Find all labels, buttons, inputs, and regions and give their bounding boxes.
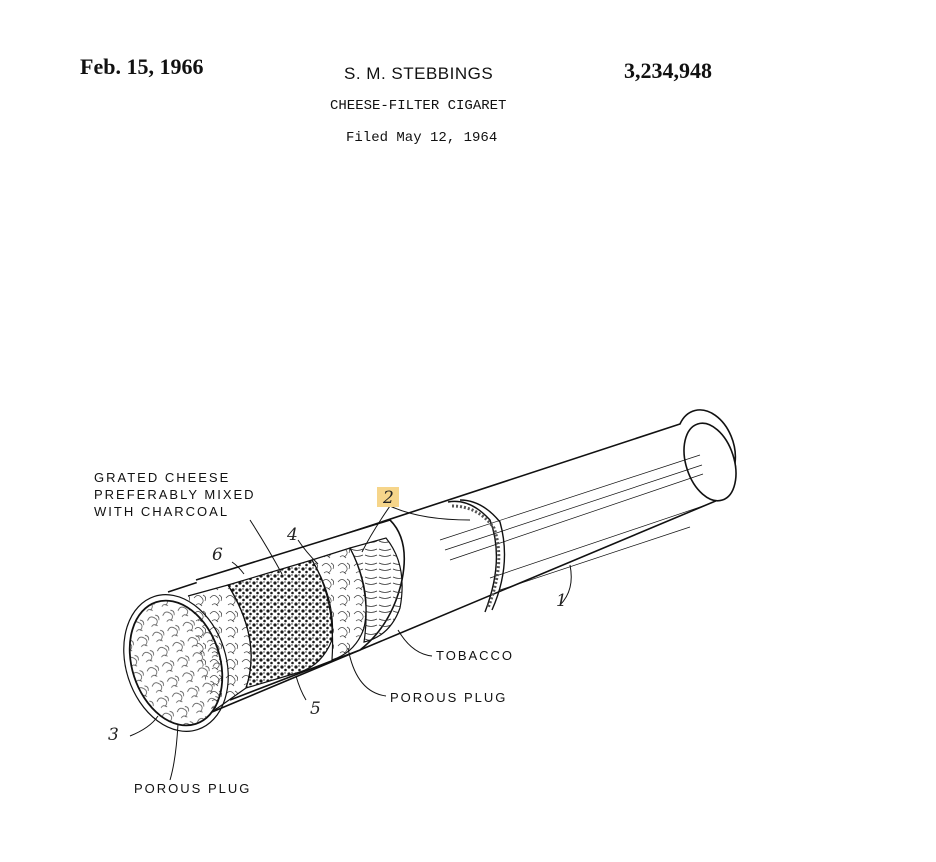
numeral-1: 1 bbox=[556, 591, 567, 611]
label-grated-cheese-1: GRATED CHEESE bbox=[94, 470, 231, 485]
numeral-6: 6 bbox=[212, 545, 223, 565]
patent-date: Feb. 15, 1966 bbox=[80, 54, 204, 79]
patent-title: CHEESE-FILTER CIGARET bbox=[330, 98, 507, 114]
label-porous-plug-inner: POROUS PLUG bbox=[390, 690, 508, 705]
label-porous-plug-end: POROUS PLUG bbox=[134, 781, 252, 796]
label-grated-cheese-3: WITH CHARCOAL bbox=[94, 504, 230, 519]
label-grated-cheese-2: PREFERABLY MIXED bbox=[94, 487, 256, 502]
filing-date: Filed May 12, 1964 bbox=[346, 130, 498, 146]
label-tobacco: TOBACCO bbox=[436, 648, 515, 663]
numeral-4: 4 bbox=[287, 525, 298, 545]
numeral-2: 2 bbox=[383, 488, 394, 508]
numeral-3: 3 bbox=[108, 725, 119, 745]
inventor-name: S. M. STEBBINGS bbox=[344, 64, 494, 83]
patent-number: 3,234,948 bbox=[624, 58, 712, 83]
numeral-5: 5 bbox=[310, 699, 321, 719]
